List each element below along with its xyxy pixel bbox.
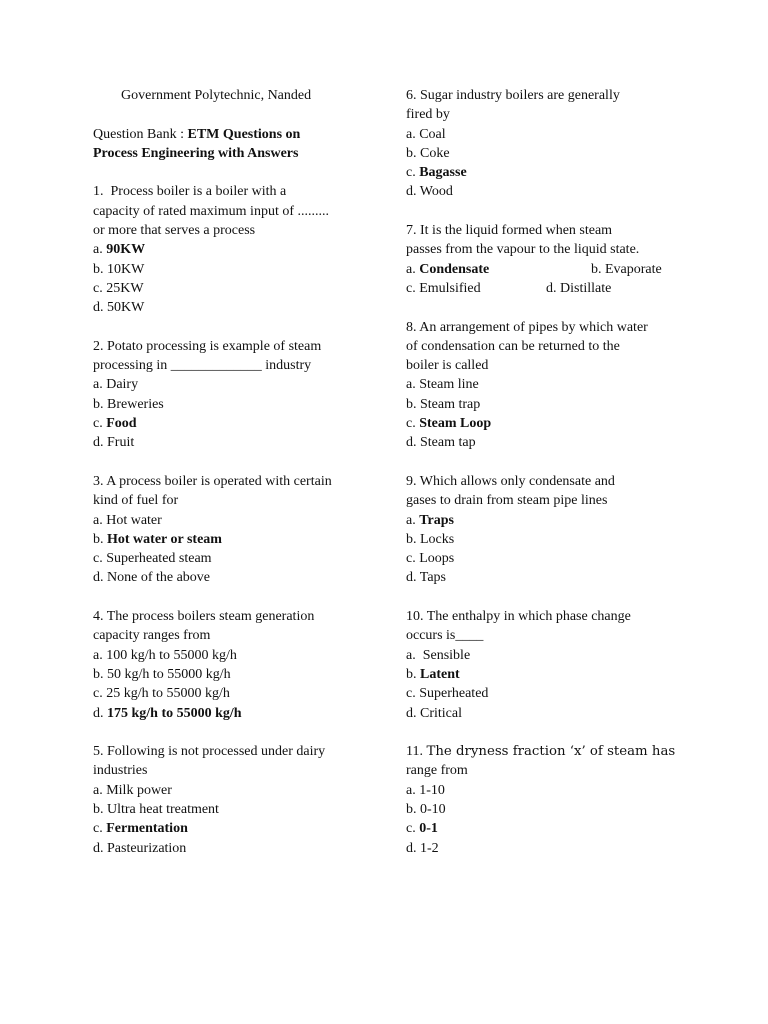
option-c: c. Superheated: [406, 686, 489, 702]
option-b: b. 0-10: [406, 801, 446, 817]
option-a: a. Condensate: [406, 261, 490, 277]
question-4: [93, 607, 368, 723]
left-column: [93, 86, 368, 858]
question-6: [406, 86, 696, 202]
question-text: 6. Sugar industry boilers are generally: [406, 88, 620, 103]
option-c: c. Superheated steam: [93, 551, 212, 567]
option-d: d. Taps: [406, 570, 446, 586]
question-text: fired by: [406, 107, 450, 123]
question-bank-title-line-1: Question Bank : ETM Questions on: [93, 126, 301, 142]
option-c: c. 0-1: [406, 821, 438, 837]
option-c: c. Loops: [406, 551, 455, 567]
question-1: [93, 182, 368, 317]
options-row-2: [406, 279, 696, 298]
question-text: 5. Following is not processed under dairy: [93, 744, 326, 760]
question-text: gases to drain from steam pipe lines: [406, 493, 608, 509]
question-text: 4. The process boilers steam generation: [93, 609, 315, 625]
option-d: d. 50KW: [93, 300, 145, 316]
question-text: capacity ranges from: [93, 628, 211, 644]
option-a: a. 1-10: [406, 782, 445, 798]
question-text: 9. Which allows only condensate and: [406, 473, 615, 489]
question-text: 2. Potato processing is example of steam: [93, 338, 322, 354]
question-10: [406, 607, 696, 723]
option-d: d. Steam tap: [406, 435, 476, 451]
question-text: kind of fuel for: [93, 493, 179, 509]
right-column: [406, 86, 696, 858]
option-b: b. 50 kg/h to 55000 kg/h: [93, 666, 231, 682]
option-a: a. Steam line: [406, 377, 479, 393]
option-c: c. Food: [93, 416, 137, 432]
question-text: range from: [406, 763, 468, 779]
option-d: d. Distillate: [546, 280, 612, 296]
question-8: [406, 318, 696, 453]
option-b: b. Latent: [406, 666, 460, 682]
option-b: b. Evaporate: [591, 261, 662, 277]
institution-name: Government Polytechnic, Nanded: [121, 88, 312, 103]
question-11: [406, 742, 696, 858]
question-text: 11. The dryness fraction ‘x’ of steam has: [406, 744, 676, 760]
question-text: processing in _____________ industry: [93, 358, 312, 374]
option-d: d. Critical: [406, 705, 462, 721]
option-c: c. 25 kg/h to 55000 kg/h: [93, 686, 230, 702]
question-text: of condensation can be returned to the: [406, 338, 620, 354]
question-text: industries: [93, 763, 148, 779]
question-text: 7. It is the liquid formed when steam: [406, 223, 613, 239]
question-text: 10. The enthalpy in which phase change: [406, 609, 631, 625]
question-text: 1. Process boiler is a boiler with a: [93, 184, 287, 200]
question-2: [93, 337, 368, 453]
question-3: [93, 472, 368, 588]
option-d: d. None of the above: [93, 570, 211, 586]
question-text: boiler is called: [406, 358, 489, 374]
option-a: a. Milk power: [93, 782, 172, 798]
option-c: c. Fermentation: [93, 821, 188, 837]
option-b: b. Locks: [406, 531, 455, 547]
option-b: b. Hot water or steam: [93, 531, 222, 547]
option-a: a. 100 kg/h to 55000 kg/h: [93, 647, 237, 663]
option-b: b. Ultra heat treatment: [93, 801, 219, 817]
question-text: occurs is____: [406, 628, 484, 644]
question-text: passes from the vapour to the liquid state.: [406, 242, 640, 258]
option-a: a. Hot water: [93, 512, 162, 528]
option-d: d. Fruit: [93, 435, 135, 451]
option-c: c. 25KW: [93, 280, 144, 296]
option-d: d. 1-2: [406, 840, 439, 856]
option-a: a. Coal: [406, 126, 446, 142]
option-a: a. Dairy: [93, 377, 139, 393]
question-9: [406, 472, 696, 588]
option-c: c. Steam Loop: [406, 416, 492, 432]
option-d: d. 175 kg/h to 55000 kg/h: [93, 705, 242, 721]
question-bank-title-line-2: Process Engineering with Answers: [93, 145, 299, 161]
question-text: or more that serves a process: [93, 223, 256, 239]
option-a: a. Traps: [406, 512, 454, 528]
option-a: a. 90KW: [93, 242, 146, 258]
option-b: b. Steam trap: [406, 396, 481, 412]
question-5: [93, 742, 368, 858]
option-b: b. Breweries: [93, 396, 164, 412]
question-7: [406, 221, 696, 298]
option-b: b. Coke: [406, 145, 450, 161]
question-text: capacity of rated maximum input of .........: [93, 203, 329, 219]
option-c: c. Bagasse: [406, 165, 467, 181]
option-d: d. Pasteurization: [93, 840, 187, 856]
option-b: b. 10KW: [93, 261, 145, 277]
question-text: 8. An arrangement of pipes by which water: [406, 319, 648, 335]
option-a: a. Sensible: [406, 647, 471, 663]
question-text: 3. A process boiler is operated with certain: [93, 473, 332, 489]
options-row-1: [406, 260, 696, 279]
option-d: d. Wood: [406, 184, 453, 200]
option-c: c. Emulsified: [406, 280, 481, 296]
